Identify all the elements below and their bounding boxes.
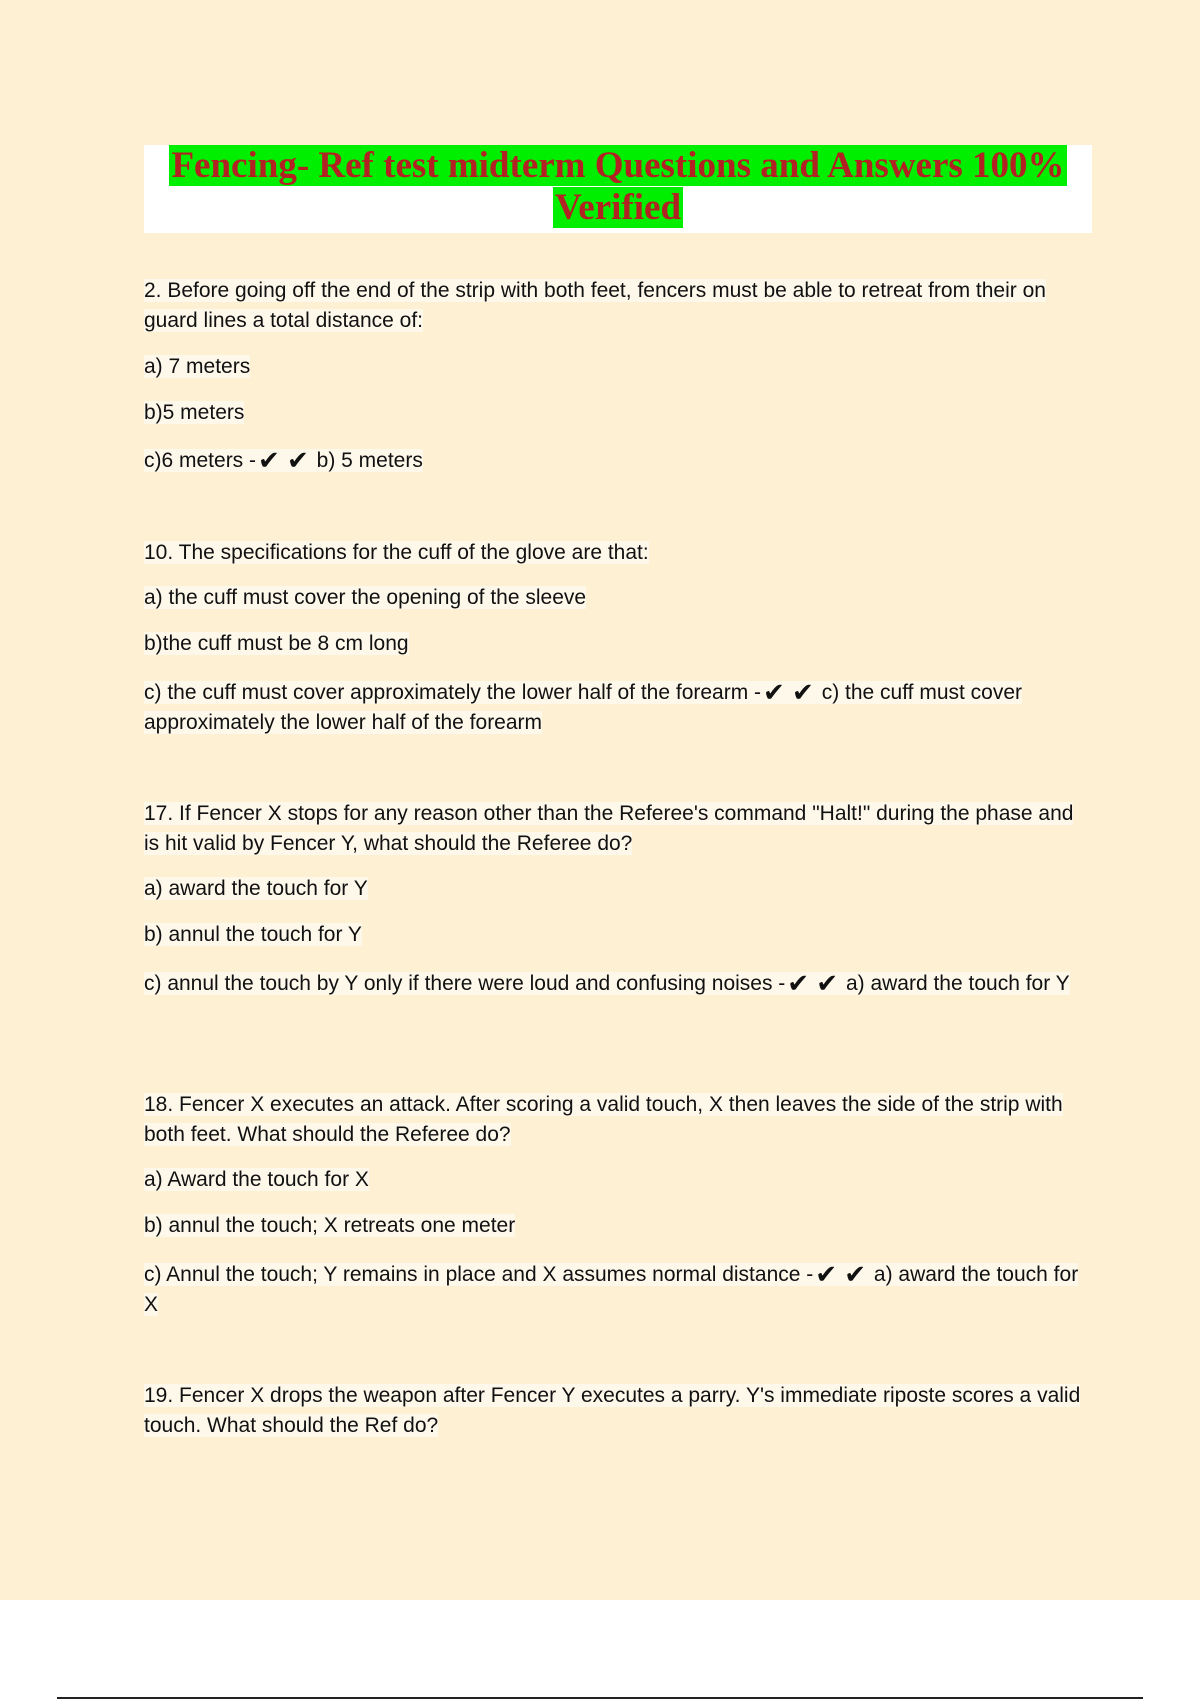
double-check-icon: ✔ ✔ xyxy=(763,677,814,707)
footer-divider xyxy=(57,1697,1143,1699)
answer-option: b) annul the touch; X retreats one meter xyxy=(144,1214,516,1237)
question-stem: 10. The specifications for the cuff of the glove are that: xyxy=(144,541,649,564)
answer-option-with-key: c) the cuff must cover approximately the lower half of the forearm -✔ ✔ c) the cuff must cover approximately the lower half of the forearm xyxy=(144,677,1023,734)
double-check-icon: ✔ ✔ xyxy=(258,445,309,475)
answer-option: a) Award the touch for X xyxy=(144,1168,369,1191)
question-stem: 18. Fencer X executes an attack. After scoring a valid touch, X then leaves the side of the strip with both feet. What should the Referee do? xyxy=(144,1093,1063,1146)
question-stem: 2. Before going off the end of the strip with both feet, fencers must be able to retreat from their on guard lines a total distance of: xyxy=(144,279,1046,332)
answer-option: b)the cuff must be 8 cm long xyxy=(144,632,409,655)
document-title: Fencing- Ref test midterm Questions and Answers 100% Verified xyxy=(171,145,1065,228)
answer-option: b) annul the touch for Y xyxy=(144,923,362,946)
question-stem: 19. Fencer X drops the weapon after Fencer Y executes a parry. Y's immediate riposte scores a valid touch. What should the Ref do? xyxy=(144,1384,1081,1437)
answer-option: a) award the touch for Y xyxy=(144,877,368,900)
correct-answer: b) 5 meters xyxy=(316,449,423,472)
answer-option-with-key: c) Annul the touch; Y remains in place and X assumes normal distance -✔ ✔ a) award the touch for X xyxy=(144,1259,1079,1316)
correct-answer: a) award the touch for Y xyxy=(845,972,1070,995)
document-title-box xyxy=(144,145,1092,233)
question-stem: 17. If Fencer X stops for any reason other than the Referee's command "Halt!" during the phase and is hit valid by Fencer Y, what should the Referee do? xyxy=(144,802,1074,855)
double-check-icon: ✔ ✔ xyxy=(815,1259,867,1289)
answer-option: a) the cuff must cover the opening of the sleeve xyxy=(144,586,587,609)
correct-answer: a) award the touch for X xyxy=(144,1263,1079,1316)
answer-option-with-key: c) annul the touch by Y only if there were loud and confusing noises -✔ ✔ a) award the touch for Y xyxy=(144,968,1070,998)
answer-option-with-key: c)6 meters -✔ ✔ b) 5 meters xyxy=(144,445,423,475)
correct-answer: c) the cuff must cover approximately the lower half of the forearm xyxy=(144,681,1023,734)
double-check-icon: ✔ ✔ xyxy=(787,968,839,998)
answer-option: a) 7 meters xyxy=(144,355,251,378)
answer-option: b)5 meters xyxy=(144,401,245,424)
